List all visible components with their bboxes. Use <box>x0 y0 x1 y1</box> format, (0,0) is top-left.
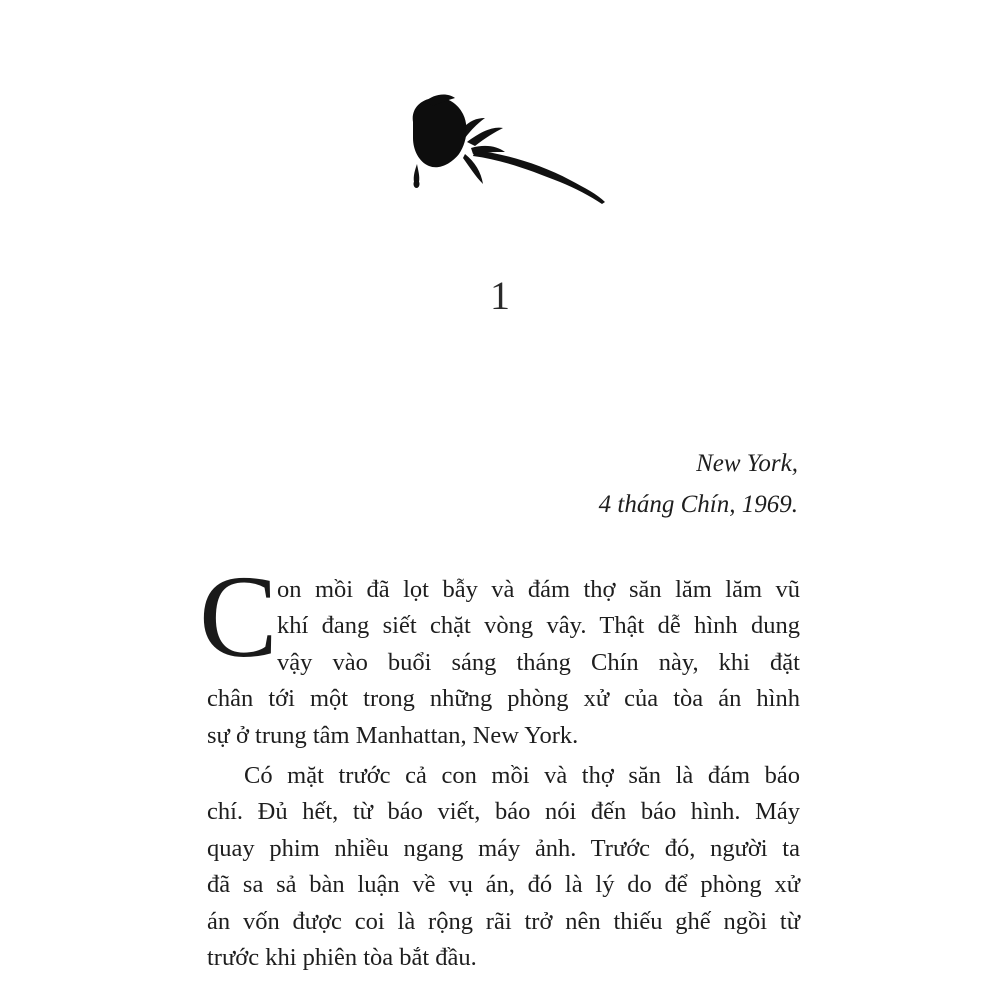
chapter-number: 1 <box>490 273 510 318</box>
paragraph-line: sự ở trung tâm Manhattan, New York. <box>207 721 579 749</box>
body-text <box>199 551 800 976</box>
paragraph-line <box>207 758 800 794</box>
dateline-place: New York, <box>696 450 798 477</box>
drop-cap: C <box>199 551 278 682</box>
paragraph-line: án vốn được coi là rộng rãi trở nên thiếu ghế ngồi từ <box>207 907 800 935</box>
paragraph-line: vậy vào buổi sáng tháng Chín này, khi đặt <box>277 648 800 676</box>
paragraph-1 <box>199 551 800 754</box>
paragraph-line: on mồi đã lọt bẫy và đám thợ săn lăm lăm vũ <box>277 576 800 603</box>
dateline <box>398 443 798 525</box>
paragraph-line: khí đang siết chặt vòng vây. Thật dễ hình dung <box>277 612 800 640</box>
paragraph-line: trước khi phiên tòa bắt đầu. <box>207 943 477 971</box>
paragraph-line-text: Có mặt trước cả con mồi và thợ săn là đám báo <box>244 761 800 789</box>
paragraph-2 <box>207 758 800 976</box>
rose-icon <box>405 92 610 212</box>
paragraph-line: đã sa sả bàn luận về vụ án, đó là lý do để phòng xử <box>207 871 800 899</box>
paragraph-line: chí. Đủ hết, từ báo viết, báo nói đến báo hình. Máy <box>207 798 800 826</box>
paragraph-line: chân tới một trong những phòng xử của tòa án hình <box>207 685 800 713</box>
paragraph-line: quay phim nhiều ngang máy ảnh. Trước đó, người ta <box>207 834 800 862</box>
dateline-date: 4 tháng Chín, 1969. <box>598 491 798 518</box>
